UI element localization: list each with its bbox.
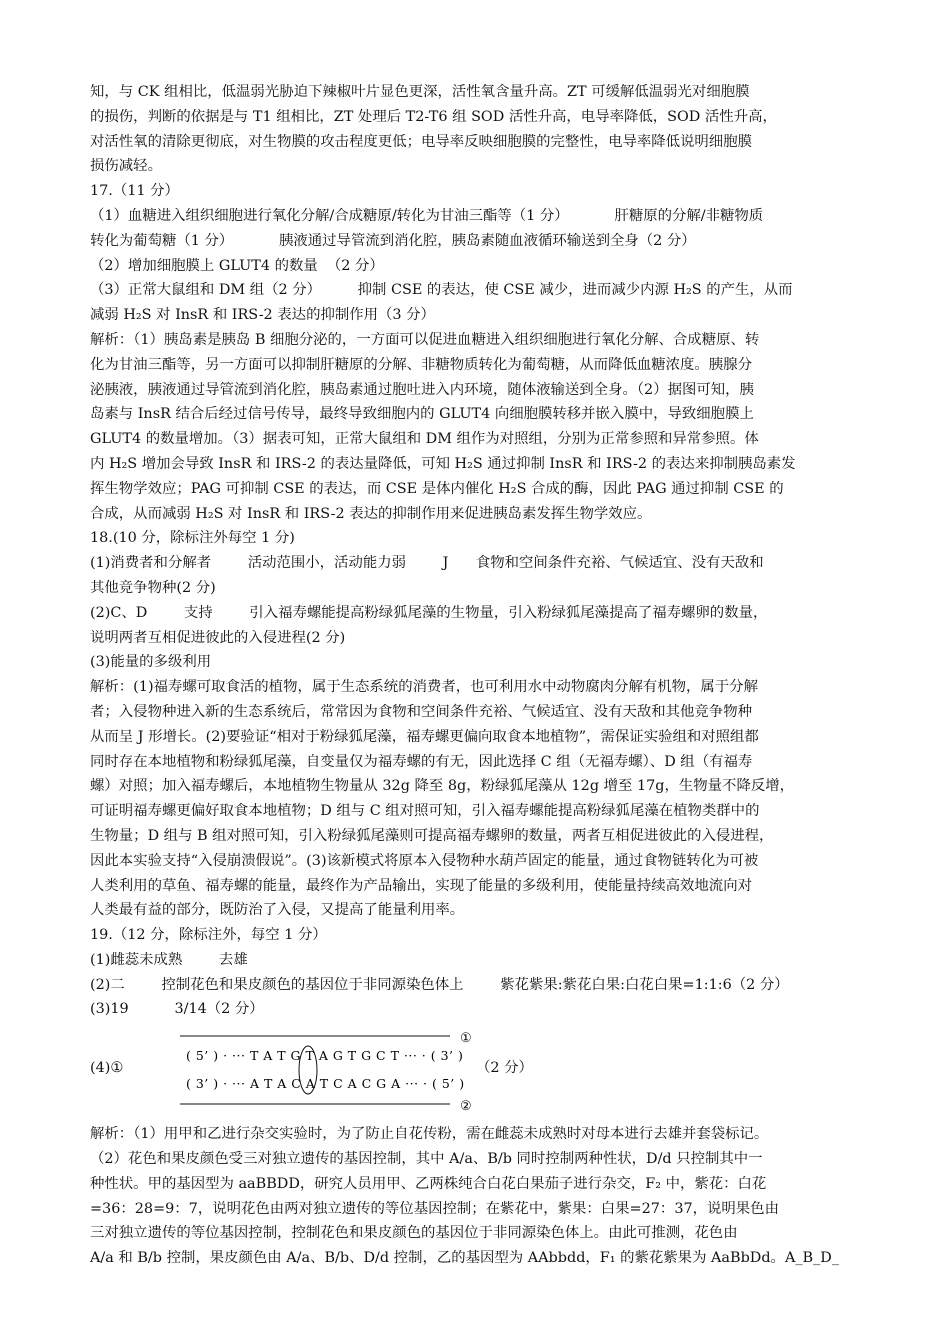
text-line: 种性状。甲的基因型为 aaBBDD，研究人员用甲、乙两株纯合白花白果茄子进行杂交，F₂ 中，紫花：白花 (90, 1175, 767, 1192)
document-page (90, 80, 862, 1271)
strand-2-marker: ② (460, 1099, 472, 1115)
text-line: 内 H₂S 增加会导致 InsR 和 IRS-2 的表达量降低，可知 H₂S 通过抑制 InsR 和 IRS-2 的表达来抑制胰岛素发 (90, 455, 796, 472)
text-line: 对活性氧的清除更彻底，对生物膜的攻击程度更低；电导率反映细胞膜的完整性，电导率降低说明细胞膜 (90, 133, 752, 150)
text-line: 从而呈 J 形增长。(2)要验证“相对于粉绿狐尾藻，福寿螺更偏向取食本地植物”，需保证实验组和对照组都 (90, 728, 759, 745)
text-line: 解析：(1)福寿螺可取食活的植物，属于生态系统的消费者，也可利用水中动物腐肉分解有机物，属于分解 (90, 679, 758, 696)
text-line: 同时存在本地植物和粉绿狐尾藻，自变量仅为福寿螺的有无，因此选择 C 组（无福寿螺）、D 组（有福寿 (90, 753, 753, 770)
text-line: 螺）对照；加入福寿螺后，本地植物生物量从 32g 降至 8g，粉绿狐尾藻从 12g 增至 17g，生物量不降反增， (90, 778, 795, 795)
text-line: (2)C、D 支持 引入福寿螺能提高粉绿狐尾藻的生物量，引入粉绿狐尾藻提高了福寿螺卵的数量， (90, 604, 768, 621)
text-line: （2）花色和果皮颜色受三对独立遗传的基因控制，其中 A/a、B/b 同时控制两种性状，D/d 只控制其中一 (90, 1151, 763, 1168)
question-17-header: 17.（11 分） (90, 183, 179, 200)
question-19-header: 19.（12 分，除标注外，每空 1 分） (90, 927, 327, 944)
text-line: （2）增加细胞膜上 GLUT4 的数量 （2 分） (90, 257, 384, 274)
text-line: （3）正常大鼠组和 DM 组（2 分） 抑制 CSE 的表达，使 CSE 减少，进而减少内源 H₂S 的产生，从而 (90, 282, 793, 299)
question-18-header: 18.(10 分，除标注外每空 1 分) (90, 530, 295, 547)
text-line: 说明两者互相促进彼此的入侵进程(2 分) (90, 629, 346, 646)
text-line: 挥生物学效应；PAG 可抑制 CSE 的表达，而 CSE 是体内催化 H₂S 合成的酶，因此 PAG 通过抑制 CSE 的 (90, 480, 784, 497)
text-line: 人类最有益的部分，既防治了入侵，又提高了能量利用率。 (90, 902, 465, 919)
text-line: 三对独立遗传的等位基因控制，控制花色和果皮颜色的基因位于非同源染色体上。由此可推测，花色由 (90, 1225, 738, 1242)
text-line: GLUT4 的数量增加。（3）据表可知，正常大鼠组和 DM 组作为对照组，分别为正常参照和异常参照。体 (90, 431, 759, 448)
text-line: 生物量；D 组与 B 组对照可知，引入粉绿狐尾藻则可提高福寿螺卵的数量，两者互相促进彼此的入侵进程， (90, 827, 774, 844)
text-line: （1）血糖进入组织细胞进行氧化分解/合成糖原/转化为甘油三酯等（1 分） 肝糖原的分解/非糖物质 (90, 207, 764, 224)
dna-diagram (90, 1024, 862, 1116)
text-line: (2)二 控制花色和果皮颜色的基因位于非同源染色体上 紫花紫果:紫花白果:白花白果=1:1:6（2 分） (90, 976, 789, 993)
text-line: 泌胰液，胰液通过导管流到消化腔，胰岛素通过胞吐进入内环境，随体液输送到全身。（2）据图可知，胰 (90, 381, 754, 398)
text-line: 解析：（1）胰岛素是胰岛 B 细胞分泌的，一方面可以促进血糖进入组织细胞进行氧化分解、合成糖原、转 (90, 331, 760, 348)
text-line: 岛素与 InsR 结合后经过信号传导，最终导致细胞内的 GLUT4 向细胞膜转移并嵌入膜中，导致细胞膜上 (90, 406, 754, 423)
text-line: 其他竞争物种(2 分) (90, 579, 216, 596)
strand-1-sequence: ( 5’ ) · ··· T A T G T A G T G C T ··· · ( 3’ ) (186, 1048, 464, 1064)
strand-1-marker: ① (460, 1031, 472, 1047)
dna-label: (4)① (90, 1060, 124, 1077)
text-line: 知，与 CK 组相比，低温弱光胁迫下辣椒叶片显色更深，活性氧含量升高。ZT 可缓解低温弱光对细胞膜 (90, 84, 750, 100)
text-line: 合成，从而减弱 H₂S 对 InsR 和 IRS-2 表达的抑制作用来促进胰岛素发挥生物学效应。 (90, 505, 652, 522)
text-line: 减弱 H₂S 对 InsR 和 IRS-2 表达的抑制作用（3 分） (90, 307, 435, 324)
text-line: 转化为葡萄糖（1 分） 胰液通过导管流到消化腔，胰岛素随血液循环输送到全身（2 分） (90, 232, 696, 249)
text-line: 损伤减轻。 (90, 158, 162, 175)
text-line: (1)雌蕊未成熟 去雄 (90, 951, 248, 968)
dna-score: （2 分） (476, 1060, 533, 1077)
text-line: 解析：（1）用甲和乙进行杂交实验时，为了防止自花传粉，需在雌蕊未成熟时对母本进行去雄并套袋标记。 (90, 1126, 769, 1143)
strand-2-sequence: ( 3’ ) · ··· A T A C A T C A C G A ··· · ( 5’ ) (186, 1076, 465, 1092)
text-line: 人类利用的草鱼、福寿螺的能量，最终作为产品输出，实现了能量的多级利用，使能量持续高效地流向对 (90, 877, 752, 894)
text-line: =36：28=9：7，说明花色由两对独立遗传的等位基因控制；在紫花中，紫果：白果=27：37，说明果色由 (90, 1200, 779, 1217)
text-line: (3)19 3/14（2 分） (90, 1001, 264, 1018)
text-line: A/a 和 B/b 控制，果皮颜色由 A/a、B/b、D/d 控制，乙的基因型为 AAbbdd，F₁ 的紫花紫果为 AaBbDd。A_B_D_ (90, 1250, 840, 1267)
text-line: (1)消费者和分解者 活动范围小，活动能力弱 J 食物和空间条件充裕、气候适宜、没有天敌和 (90, 555, 764, 572)
text-line: 者；入侵物种进入新的生态系统后，常常因为食物和空间条件充裕、气候适宜、没有天敌和其他竞争物种 (90, 703, 752, 720)
text-line: 因此本实验支持“入侵崩溃假说”。(3)该新模式将原本入侵物种水葫芦固定的能量，通过食物链转化为可被 (90, 852, 759, 869)
text-line: (3)能量的多级利用 (90, 654, 212, 671)
text-line: 可证明福寿螺更偏好取食本地植物；D 组与 C 组对照可知，引入福寿螺能提高粉绿狐尾藻在植物类群中的 (90, 803, 760, 820)
text-line: 化为甘油三酯等，另一方面可以抑制肝糖原的分解、非糖物质转化为葡萄糖，从而降低血糖浓度。胰腺分 (90, 356, 752, 373)
text-line: 的损伤，判断的依据是与 T1 组相比，ZT 处理后 T2-T6 组 SOD 活性升高，电导率降低，SOD 活性升高， (90, 108, 777, 125)
